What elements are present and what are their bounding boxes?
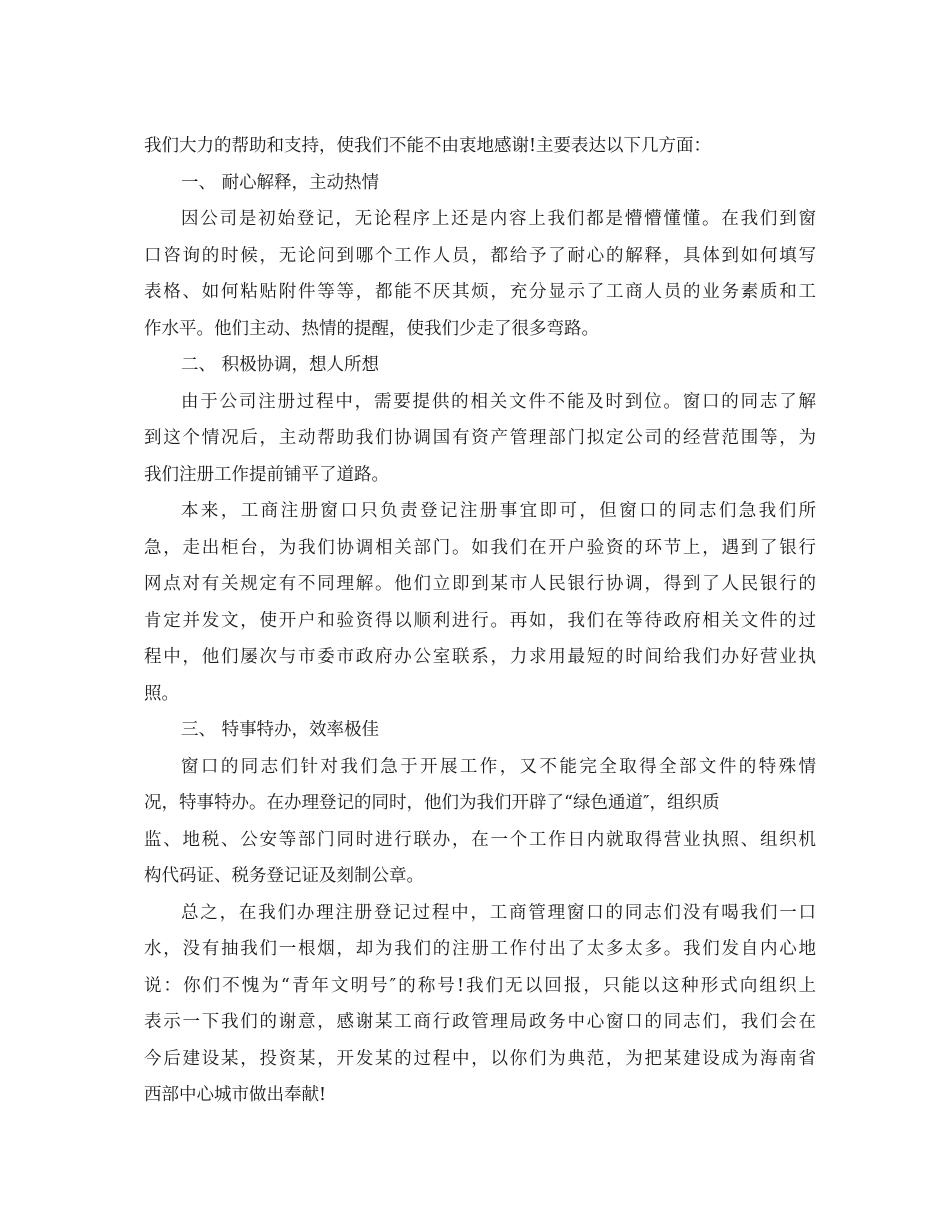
text-line: 作水平。他们主动、热情的提醒，使我们少走了很多弯路。 bbox=[144, 318, 599, 339]
text-line: 监、地税、公安等部门同时进行联办，在一个工作日内就取得营业执照、组织机 bbox=[144, 829, 816, 850]
text-line: 由于公司注册过程中，需要提供的相关文件不能及时到位。窗口的同志了解 bbox=[181, 391, 816, 412]
text-line: 我们大力的帮助和支持，使我们不能不由衷地感谢!主要表达以下几方面： bbox=[144, 136, 712, 156]
text-line: 本来，工商注册窗口只负责登记注册事宜即可，但窗口的同志们急我们所 bbox=[181, 501, 816, 521]
text-line: 急，走出柜台，为我们协调相关部门。如我们在开户验资的环节上，遇到了银行 bbox=[144, 537, 816, 558]
text-line: 表示一下我们的谢意，感谢某工商行政管理局政务中心窗口的同志们，我们会在 bbox=[144, 1012, 816, 1032]
text-line: 口咨询的时候，无论问到哪个工作人员，都给予了耐心的解释，具体到如何填写 bbox=[144, 245, 816, 266]
text-line: 表格、如何粘贴附件等等，都能不厌其烦，充分显示了工商人员的业务素质和工 bbox=[144, 282, 816, 302]
text-line: 构代码证、税务登记证及刻制公章。 bbox=[144, 866, 424, 886]
document-body bbox=[144, 128, 816, 1114]
text-line: 西部中心城市做出奉献! bbox=[144, 1085, 327, 1105]
text-line: 程中，他们屡次与市委市政府办公室联系，力求用最短的时间给我们办好营业执 bbox=[144, 647, 816, 667]
text-line: 三、 特事特办，效率极佳 bbox=[181, 720, 380, 740]
text-line: 二、 积极协调，想人所想 bbox=[181, 355, 380, 375]
text-line: 说：你们不愧为“青年文明号″的称号!我们无以回报，只能以这种形式向组织上 bbox=[144, 975, 816, 996]
text-line: 网点对有关规定有不同理解。他们立即到某市人民银行协调，得到了人民银行的 bbox=[144, 574, 816, 594]
text-line: 照。 bbox=[144, 683, 179, 704]
text-line: 窗口的同志们针对我们急于开展工作，又不能完全取得全部文件的特殊情 bbox=[181, 756, 816, 777]
text-line: 肯定并发文，使开户和验资得以顺利进行。再如，我们在等待政府相关文件的过 bbox=[144, 610, 816, 631]
text-line: 因公司是初始登记，无论程序上还是内容上我们都是懵懵懂懂。在我们到窗 bbox=[181, 209, 816, 229]
text-line: 一、 耐心解释，主动热情 bbox=[181, 172, 380, 193]
text-line: 我们注册工作提前铺平了道路。 bbox=[144, 464, 389, 485]
text-line: 到这个情况后，主动帮助我们协调国有资产管理部门拟定公司的经营范围等，为 bbox=[144, 428, 816, 448]
text-line: 况，特事特办。在办理登记的同时，他们为我们开辟了“绿色通道″，组织质 bbox=[144, 793, 720, 813]
text-line: 今后建设某，投资某，开发某的过程中，以你们为典范，为把某建设成为海南省 bbox=[144, 1048, 816, 1069]
text-line: 总之，在我们办理注册登记过程中，工商管理窗口的同志们没有喝我们一口 bbox=[181, 902, 816, 923]
text-line: 水，没有抽我们一根烟，却为我们的注册工作付出了太多太多。我们发自内心地 bbox=[144, 939, 816, 959]
